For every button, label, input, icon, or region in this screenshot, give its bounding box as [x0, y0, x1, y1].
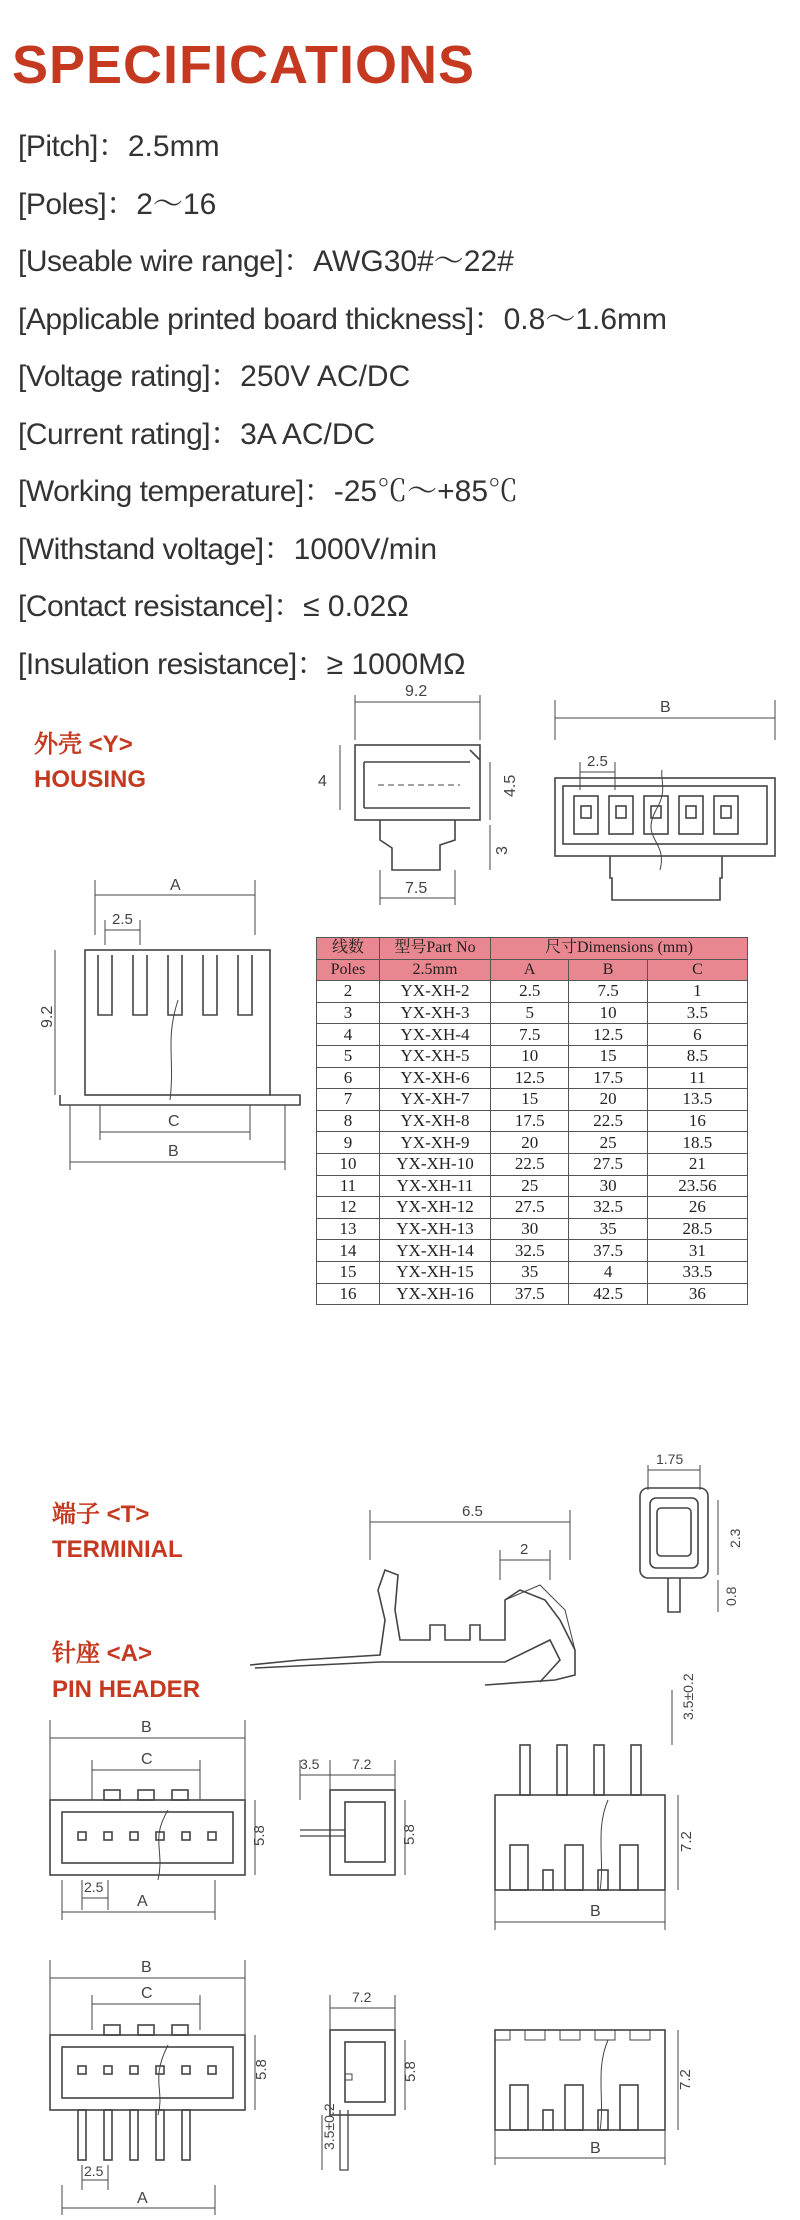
table-cell: 14: [317, 1240, 380, 1262]
table-cell: 26: [647, 1197, 747, 1219]
table-cell: 30: [569, 1175, 647, 1197]
dim-3-5pm-side2: 3.5±0.2: [321, 2103, 337, 2150]
spec-separator: ：: [210, 360, 241, 393]
table-cell: 13.5: [647, 1089, 747, 1111]
table-row: [317, 1218, 748, 1240]
table-row: [317, 981, 748, 1003]
table-cell: 25: [569, 1132, 647, 1154]
dim-3: 3: [494, 846, 511, 855]
pin-header-front-view-straight: [495, 1673, 696, 1930]
spec-separator: ：: [303, 475, 334, 508]
table-cell: YX-XH-7: [380, 1089, 491, 1111]
table-cell: YX-XH-12: [380, 1197, 491, 1219]
pin-header-top-view-straight: [50, 1719, 268, 1920]
table-cell: 2.5: [491, 981, 569, 1003]
table-cell: YX-XH-16: [380, 1283, 491, 1305]
dim-7-2-pin1: 7.2: [352, 1756, 372, 1772]
spec-label: [Working temperature]: [18, 475, 304, 508]
table-header-cell: B: [569, 959, 647, 981]
spec-separator: ：: [296, 647, 327, 681]
table-row: [317, 1153, 748, 1175]
table-cell: 15: [569, 1045, 647, 1067]
table-cell: 7.5: [491, 1024, 569, 1046]
spec-separator: ：: [106, 187, 137, 221]
table-row: [317, 1175, 748, 1197]
table-cell: 10: [491, 1045, 569, 1067]
spec-value: ≥ 1000MΩ: [326, 647, 466, 681]
table-cell: 4: [569, 1261, 647, 1283]
spec-label: [Current rating]: [18, 417, 211, 451]
table-cell: 2: [317, 981, 380, 1003]
spec-label: [Useable wire range]: [18, 245, 284, 278]
table-row: [317, 1024, 748, 1046]
dim-A-top: A: [170, 877, 181, 894]
pin-header-label-en: PIN HEADER: [52, 1676, 201, 1703]
spec-value: -25℃～+85℃: [333, 475, 518, 508]
spec-label: [Voltage rating]: [18, 360, 211, 393]
dim-9-2-top: 9.2: [405, 683, 428, 700]
dim-B-front2: B: [590, 2140, 601, 2157]
pin-header-side-view-straight: [300, 1756, 418, 1875]
table-cell: 22.5: [569, 1110, 647, 1132]
dim-5-8-pin2: 5.8: [253, 2059, 270, 2080]
spec-value: 3A AC/DC: [240, 417, 376, 451]
table-cell: YX-XH-9: [380, 1132, 491, 1154]
table-cell: 23.56: [647, 1175, 747, 1197]
table-cell: 4: [317, 1024, 380, 1046]
table-cell: YX-XH-3: [380, 1002, 491, 1024]
table-cell: 1: [647, 981, 747, 1003]
spec-separator: ：: [263, 532, 294, 566]
table-header-cell: A: [491, 959, 569, 981]
table-cell: 37.5: [491, 1283, 569, 1305]
table-cell: 6: [317, 1067, 380, 1089]
table-cell: 6: [647, 1024, 747, 1046]
table-cell: 27.5: [569, 1153, 647, 1175]
spec-value: 250V AC/DC: [240, 360, 411, 393]
table-cell: 17.5: [491, 1110, 569, 1132]
dim-A-pin2: A: [137, 2190, 148, 2207]
terminal-label-cn: 端子 <T>: [52, 1501, 150, 1528]
table-cell: 12.5: [569, 1024, 647, 1046]
dim-0-8: 0.8: [723, 1586, 739, 1606]
dim-B-mid: B: [168, 1143, 179, 1160]
dim-9-2-left: 9.2: [39, 1005, 56, 1028]
housing-side-view: [318, 683, 519, 905]
table-cell: YX-XH-10: [380, 1153, 491, 1175]
housing-label-cn: 外壳 <Y>: [34, 731, 133, 758]
table-cell: 3.5: [647, 1002, 747, 1024]
pin-header-front-view-right-angle: [495, 2030, 694, 2165]
table-cell: 30: [491, 1218, 569, 1240]
table-header-cell: 型号Part No: [380, 938, 491, 960]
spec-value: 1000V/min: [293, 532, 438, 566]
table-cell: 32.5: [491, 1240, 569, 1262]
table-cell: YX-XH-2: [380, 981, 491, 1003]
table-cell: 35: [569, 1218, 647, 1240]
housing-top-view: [39, 877, 300, 1170]
dim-2: 2: [520, 1541, 529, 1558]
table-cell: 31: [647, 1240, 747, 1262]
dim-B-top: B: [660, 699, 671, 716]
dim-1-75: 1.75: [656, 1451, 684, 1467]
table-header-row-1: [317, 938, 748, 960]
dim-2-5-pin2: 2.5: [84, 2163, 104, 2179]
pin-header-top-view-right-angle: [50, 1959, 270, 2215]
table-row: [317, 1283, 748, 1305]
table-cell: 37.5: [569, 1240, 647, 1262]
table-cell: 7.5: [569, 981, 647, 1003]
table-cell: 10: [317, 1153, 380, 1175]
dim-C-mid: C: [168, 1113, 180, 1130]
table-cell: 21: [647, 1153, 747, 1175]
table-cell: 15: [317, 1261, 380, 1283]
table-header-cell: C: [647, 959, 747, 981]
dim-2-5-pin1: 2.5: [84, 1879, 104, 1895]
table-cell: 12: [317, 1197, 380, 1219]
housing-front-view: [555, 699, 775, 900]
table-cell: 20: [491, 1132, 569, 1154]
table-cell: YX-XH-4: [380, 1024, 491, 1046]
table-cell: 8: [317, 1110, 380, 1132]
table-cell: 3: [317, 1002, 380, 1024]
table-row: [317, 1089, 748, 1111]
spec-value: AWG30#～22#: [313, 245, 514, 278]
table-row: [317, 1261, 748, 1283]
dim-2-3: 2.3: [727, 1528, 743, 1548]
dim-2-5-mid: 2.5: [112, 911, 133, 928]
spec-label: [Withstand voltage]: [18, 532, 264, 566]
table-cell: 27.5: [491, 1197, 569, 1219]
spec-label: [Applicable printed board thickness]: [18, 302, 474, 336]
table-cell: YX-XH-6: [380, 1067, 491, 1089]
table-cell: 11: [647, 1067, 747, 1089]
dim-5-8-pin1: 5.8: [251, 1825, 268, 1846]
spec-value: 2.5mm: [127, 130, 220, 163]
spec-separator: ：: [210, 417, 241, 451]
table-header-row-2: [317, 959, 748, 981]
table-cell: 17.5: [569, 1067, 647, 1089]
table-cell: 15: [491, 1089, 569, 1111]
pin-header-side-view-right-angle: [321, 1989, 419, 2170]
dim-B-pin1: B: [141, 1719, 152, 1736]
housing-label-en: HOUSING: [34, 766, 147, 793]
table-cell: YX-XH-15: [380, 1261, 491, 1283]
table-cell: YX-XH-11: [380, 1175, 491, 1197]
terminal-end-view: [640, 1451, 743, 1612]
table-cell: 16: [317, 1283, 380, 1305]
terminal-drawing: [250, 1503, 575, 1685]
table-cell: 9: [317, 1132, 380, 1154]
dim-7-2-side2: 7.2: [352, 1989, 372, 2005]
dim-5-8-side1: 5.8: [401, 1824, 418, 1845]
table-cell: YX-XH-8: [380, 1110, 491, 1132]
table-cell: 36: [647, 1283, 747, 1305]
table-cell: 20: [569, 1089, 647, 1111]
spec-label: [Insulation resistance]: [18, 647, 297, 681]
table-cell: YX-XH-13: [380, 1218, 491, 1240]
spec-separator: ：: [97, 130, 128, 163]
table-row: [317, 1240, 748, 1262]
pin-header-label-cn: 针座 <A>: [52, 1640, 153, 1667]
table-header-cell: 尺寸Dimensions (mm): [491, 938, 748, 960]
table-cell: 32.5: [569, 1197, 647, 1219]
table-cell: 18.5: [647, 1132, 747, 1154]
table-cell: 33.5: [647, 1261, 747, 1283]
dim-4-5: 4.5: [502, 774, 519, 797]
spec-value: 0.8～1.6mm: [503, 302, 668, 336]
table-cell: 28.5: [647, 1218, 747, 1240]
dim-3-5-pin1: 3.5: [300, 1756, 320, 1772]
dim-4: 4: [318, 773, 327, 790]
dim-5-8-side2: 5.8: [402, 2061, 419, 2082]
table-cell: 42.5: [569, 1283, 647, 1305]
table-cell: YX-XH-5: [380, 1045, 491, 1067]
table-row: [317, 1110, 748, 1132]
table-header-cell: 2.5mm: [380, 959, 491, 981]
spec-label: [Poles]: [18, 187, 107, 221]
spec-value: 2～16: [136, 187, 217, 221]
spec-value: ≤ 0.02Ω: [303, 590, 409, 623]
spec-label: [Contact resistance]: [18, 590, 274, 623]
page-title: SPECIFICATIONS: [12, 35, 476, 95]
dim-6-5: 6.5: [462, 1503, 483, 1520]
table-row: [317, 1132, 748, 1154]
dim-2-5-top: 2.5: [587, 753, 608, 770]
table-header-cell: Poles: [317, 959, 380, 981]
table-row: [317, 1197, 748, 1219]
table-cell: 16: [647, 1110, 747, 1132]
table-row: [317, 1002, 748, 1024]
spec-separator: ：: [273, 590, 304, 623]
spec-separator: ：: [283, 245, 314, 278]
table-cell: 10: [569, 1002, 647, 1024]
table-row: [317, 1067, 748, 1089]
table-cell: 7: [317, 1089, 380, 1111]
table-cell: 13: [317, 1218, 380, 1240]
table-cell: 35: [491, 1261, 569, 1283]
table-cell: 25: [491, 1175, 569, 1197]
table-cell: 5: [491, 1002, 569, 1024]
spec-label: [Pitch]: [18, 130, 98, 163]
table-cell: 22.5: [491, 1153, 569, 1175]
table-cell: 5: [317, 1045, 380, 1067]
dim-B-front1: B: [590, 1903, 601, 1920]
table-cell: 8.5: [647, 1045, 747, 1067]
dim-3-5pm-top: 3.5±0.2: [680, 1673, 696, 1720]
terminal-label-en: TERMINIAL: [52, 1536, 183, 1563]
dim-C-pin1: C: [141, 1751, 153, 1768]
table-header-cell: 线数: [317, 938, 380, 960]
dim-C-pin2: C: [141, 1985, 153, 2002]
spec-separator: ：: [473, 302, 504, 336]
dim-B-pin2: B: [141, 1959, 152, 1976]
table-row: [317, 1045, 748, 1067]
table-cell: 11: [317, 1175, 380, 1197]
dim-7-2-front2: 7.2: [677, 2069, 694, 2090]
dimensions-table: [316, 937, 748, 1305]
dim-7-2-front1: 7.2: [678, 1831, 695, 1852]
dim-7-5: 7.5: [405, 880, 428, 897]
table-cell: 12.5: [491, 1067, 569, 1089]
dim-A-pin1: A: [137, 1893, 148, 1910]
table-cell: YX-XH-14: [380, 1240, 491, 1262]
